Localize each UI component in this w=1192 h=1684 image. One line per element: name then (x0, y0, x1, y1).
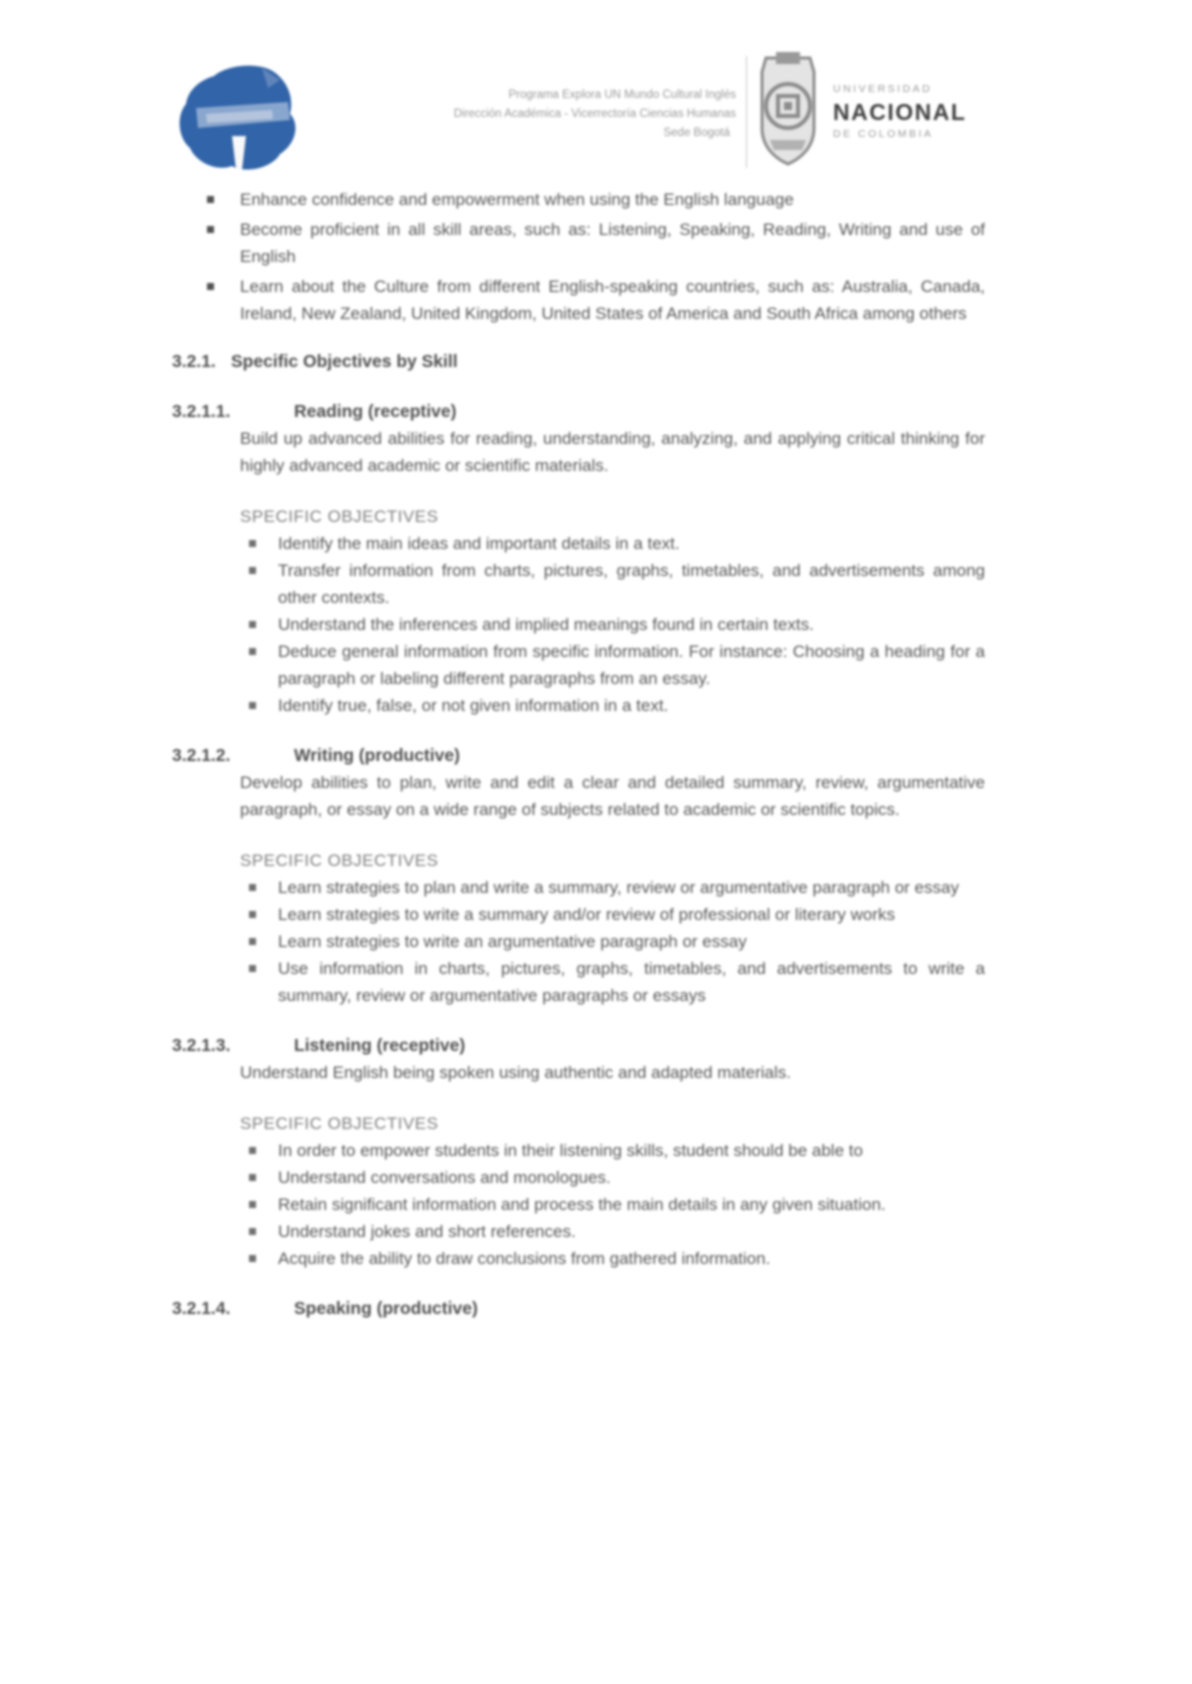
objectives-list (0, 1137, 1192, 1272)
program-logo-icon (176, 62, 302, 176)
objectives-list (0, 530, 1192, 719)
objectives-list (0, 874, 1192, 1009)
subsection-reading (0, 398, 1192, 719)
list-item: Use information in charts, pictures, graphs, timetables, and advertisements to write a summary, review or argumentative paragraphs or essays (278, 955, 985, 1009)
header-issuer-text (420, 86, 736, 143)
list-item: Learn strategies to plan and write a summary, review or argumentative paragraph or essay (278, 874, 985, 901)
subsection-title: Speaking (productive) (294, 1298, 478, 1318)
subsection-heading (172, 398, 1192, 425)
subsection-title: Reading (receptive) (294, 401, 457, 421)
list-item: In order to empower students in their listening skills, student should be able to (278, 1137, 985, 1164)
list-item: Deduce general information from specific information. For instance: Choosing a heading for a paragraph or labeling different paragraphs from an essay. (278, 638, 985, 692)
university-crest-icon (756, 50, 820, 168)
subsection-heading (172, 742, 1192, 769)
subsection-heading (172, 1295, 1192, 1322)
list-item: Become proficient in all skill areas, such as: Listening, Speaking, Reading, Writing and use of English (240, 216, 985, 270)
subsection-description: Understand English being spoken using authentic and adapted materials. (240, 1063, 791, 1082)
list-item: Understand jokes and short references. (278, 1218, 985, 1245)
university-wordmark (833, 82, 1003, 142)
university-name-top: UNIVERSIDAD (833, 83, 933, 95)
header-issuer-line: Programa Explora UN Mundo Cultural Inglés (508, 89, 736, 101)
page-header (0, 0, 1192, 182)
list-item: Transfer information from charts, pictures, graphs, timetables, and advertisements among other contexts. (278, 557, 985, 611)
subsection-writing (0, 742, 1192, 1009)
document-body (0, 186, 1192, 1322)
list-item: Enhance confidence and empowerment when using the English language (240, 186, 985, 213)
university-name-main: NACIONAL (833, 99, 967, 125)
subsection-description: Build up advanced abilities for reading, understanding, analyzing, and applying critical thinking for highly advanced academic or scientific materials. (240, 429, 985, 475)
list-item: Understand conversations and monologues. (278, 1164, 985, 1191)
section-title: Specific Objectives by Skill (231, 351, 458, 371)
subsection-number: 3.2.1.4. (172, 1298, 231, 1318)
specific-objectives-label: SPECIFIC OBJECTIVES (240, 507, 439, 526)
list-item: Identify true, false, or not given information in a text. (278, 692, 985, 719)
subsection-listening (0, 1032, 1192, 1272)
subsection-title: Writing (productive) (294, 745, 460, 765)
header-issuer-line: Sede Bogotá (663, 127, 730, 139)
general-objectives-list (0, 186, 1192, 327)
subsection-speaking (0, 1295, 1192, 1322)
section-heading (172, 348, 1192, 375)
subsection-number: 3.2.1.2. (172, 745, 231, 765)
subsection-heading (172, 1032, 1192, 1059)
university-name-bottom: DE COLOMBIA (833, 128, 934, 140)
header-divider (746, 56, 747, 168)
subsection-number: 3.2.1.1. (172, 401, 231, 421)
section-number: 3.2.1. (172, 351, 216, 371)
list-item: Learn strategies to write a summary and/or review of professional or literary works (278, 901, 985, 928)
specific-objectives-label: SPECIFIC OBJECTIVES (240, 1114, 439, 1133)
specific-objectives-label: SPECIFIC OBJECTIVES (240, 851, 439, 870)
list-item: Understand the inferences and implied meanings found in certain texts. (278, 611, 985, 638)
list-item: Identify the main ideas and important details in a text. (278, 530, 985, 557)
subsection-description: Develop abilities to plan, write and edit a clear and detailed summary, review, argumentative paragraph, or essay on a wide range of subjects related to academic or scientific topics. (240, 773, 985, 819)
list-item: Learn strategies to write an argumentative paragraph or essay (278, 928, 985, 955)
list-item: Learn about the Culture from different English-speaking countries, such as: Australia, Canada, Ireland, New Zealand, United Kingdom, United States of America and South Africa among others (240, 273, 985, 327)
list-item: Retain significant information and process the main details in any given situation. (278, 1191, 985, 1218)
header-issuer-line: Dirección Académica - Vicerrectoría Ciencias Humanas (453, 108, 736, 120)
subsection-number: 3.2.1.3. (172, 1035, 231, 1055)
subsection-title: Listening (receptive) (294, 1035, 466, 1055)
list-item: Acquire the ability to draw conclusions from gathered information. (278, 1245, 985, 1272)
